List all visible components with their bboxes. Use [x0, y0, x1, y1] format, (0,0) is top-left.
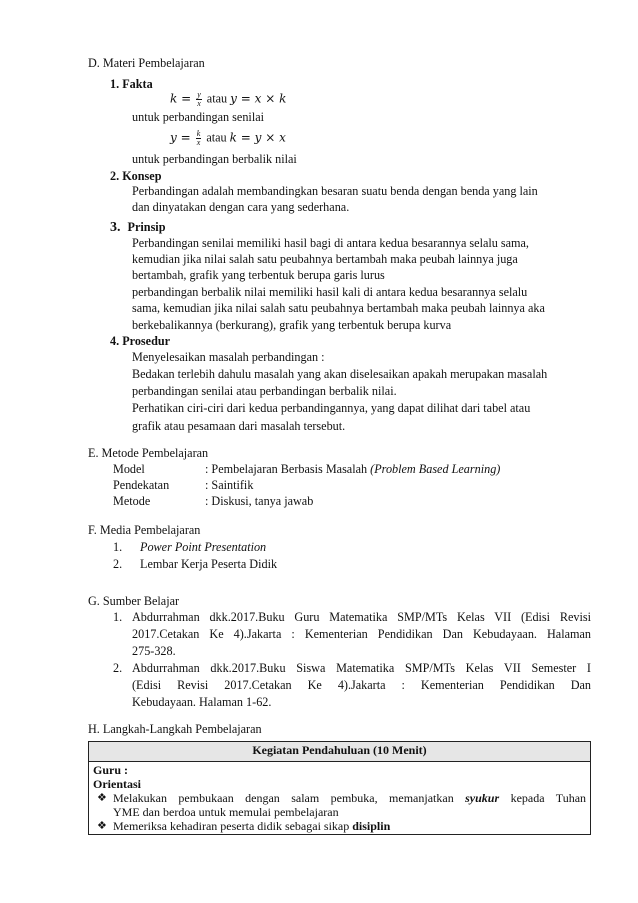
prosedur-line: grafik atau pesamaan dari masalah tersebut.	[132, 419, 346, 433]
section-e-heading: E. Metode Pembelajaran	[88, 446, 209, 460]
source-line: Kebudayaan. Halaman 1-62.	[132, 695, 272, 709]
formula-2-numerator: k	[196, 129, 201, 138]
activity-table	[88, 741, 591, 835]
formula-1-numerator: y	[197, 90, 201, 99]
source-line: Abdurrahman dkk.2017.Buku Siswa Matematika SMP/MTs Kelas VII Semester I	[132, 661, 591, 675]
activity-bullet-text: Memeriksa kehadiran peserta didik sebagai sikap	[113, 819, 350, 833]
diamond-bullet-icon: ❖	[97, 820, 107, 832]
media-item-text: Power Point Presentation	[140, 540, 267, 554]
activity-bullet	[93, 791, 586, 819]
media-item-text: Lembar Kerja Peserta Didik	[140, 557, 278, 571]
formula-2-denominator: x	[196, 138, 201, 147]
activity-table-header: Kegiatan Pendahuluan (10 Menit)	[89, 742, 591, 762]
method-row-value: : Saintifik	[205, 478, 254, 492]
activity-bullet-text: Melakukan pembukaan dengan salam pembuka, memanjatkan	[113, 791, 454, 805]
prosedur-label: 4. Prosedur	[110, 334, 171, 348]
method-row-value	[205, 462, 500, 477]
activity-table-cell	[89, 762, 591, 835]
activity-bullet-text: kepada Tuhan	[510, 791, 587, 805]
activity-bullet	[93, 819, 586, 833]
source-line: Abdurrahman dkk.2017.Buku Guru Matematika SMP/MTs Kelas VII (Edisi Revisi	[132, 610, 591, 624]
formula-1-denominator: x	[197, 99, 201, 108]
media-item-number: 1.	[113, 540, 123, 554]
prosedur-line: Perhatikan ciri-ciri dari kedua perbandingannya, yang dapat dilihat dari tabel atau	[132, 401, 531, 415]
formula-1-right: y = x × k	[230, 91, 287, 106]
fakta-note-2: untuk perbandingan berbalik nilai	[132, 152, 297, 166]
prinsip-line: kemudian jika nilai salah satu peubahnya bertambah maka peubah lainnya juga	[132, 252, 518, 266]
source-item-number: 2.	[113, 661, 123, 675]
section-d-heading: D. Materi Pembelajaran	[88, 56, 205, 70]
method-row-value: : Diskusi, tanya jawab	[205, 494, 314, 508]
formula-2-atau: atau	[206, 130, 227, 145]
guru-label: Guru :	[93, 763, 129, 777]
formula-1	[170, 91, 286, 108]
method-row-key: Model	[113, 462, 145, 476]
activity-table-header-row	[89, 742, 591, 762]
formula-1-left: k =	[170, 91, 192, 106]
section-h-heading: H. Langkah-Langkah Pembelajaran	[88, 722, 262, 736]
section-g-heading: G. Sumber Belajar	[88, 594, 180, 608]
konsep-line: Perbandingan adalah membandingkan besaran suatu benda dengan benda yang lain	[132, 184, 538, 198]
prinsip-line: sama, kemudian jika nilai salah satu peubahnya bertambah maka peubah lainnya aka	[132, 301, 545, 315]
method-row-key: Pendekatan	[113, 478, 170, 492]
formula-2-left: y =	[170, 130, 191, 145]
media-item-number: 2.	[113, 557, 123, 571]
source-line: 2017.Cetakan Ke 4).Jakarta : Kementerian Pendidikan Dan Kebudayaan. Halaman	[132, 627, 591, 641]
formula-2	[170, 130, 286, 147]
fakta-label: 1. Fakta	[110, 77, 153, 91]
section-f-heading: F. Media Pembelajaran	[88, 523, 201, 537]
konsep-line: dan dinyatakan dengan cara yang sederhana.	[132, 200, 350, 214]
orientasi-label: Orientasi	[93, 777, 141, 791]
formula-1-fraction	[196, 91, 202, 108]
method-row-key: Metode	[113, 494, 151, 508]
prinsip-line: berkebalikannya (berkurang), grafik yang terbentuk berupa kurva	[132, 318, 452, 332]
source-line: 275-328.	[132, 644, 176, 658]
formula-2-fraction	[196, 130, 202, 147]
activity-bullet-emphasis: syukur	[465, 791, 500, 805]
formula-1-atau: atau	[206, 91, 228, 106]
prosedur-line: Menyelesaikan masalah perbandingan :	[132, 350, 325, 364]
prinsip-line: Perbandingan senilai memiliki hasil bagi di antara kedua besarannya selalu sama,	[132, 236, 529, 250]
prinsip-number: 3.	[110, 220, 121, 235]
source-item-number: 1.	[113, 610, 123, 624]
method-row-value-extra: (Problem Based Learning)	[370, 462, 501, 476]
activity-bullet-line: YME dan berdoa untuk memulai pembelajaran	[113, 805, 339, 819]
activity-table-row	[89, 762, 591, 835]
konsep-label: 2. Konsep	[110, 169, 162, 183]
activity-bullet-emphasis: disiplin	[352, 819, 391, 833]
prinsip-line: bertambah, grafik yang terbentuk berupa garis lurus	[132, 268, 385, 282]
prinsip-title: Prinsip	[127, 220, 166, 234]
prinsip-line: perbandingan berbalik nilai memiliki hasil kali di antara kedua besarannya selalu	[132, 285, 528, 299]
activity-bullet-line	[113, 791, 586, 805]
formula-2-right: k = y × x	[229, 130, 286, 145]
source-line: (Edisi Revisi 2017.Cetakan Ke 4).Jakarta : Kementerian Pendidikan Dan	[132, 678, 591, 692]
prinsip-label	[110, 220, 165, 235]
prosedur-line: perbandingan senilai atau perbandingan berbalik nilai.	[132, 384, 397, 398]
diamond-bullet-icon: ❖	[97, 792, 107, 804]
prosedur-line: Bedakan terlebih dahulu masalah yang akan diselesaikan apakah merupakan masalah	[132, 367, 548, 381]
method-row-value-text: : Pembelajaran Berbasis Masalah	[205, 462, 368, 476]
fakta-note-1: untuk perbandingan senilai	[132, 110, 264, 124]
